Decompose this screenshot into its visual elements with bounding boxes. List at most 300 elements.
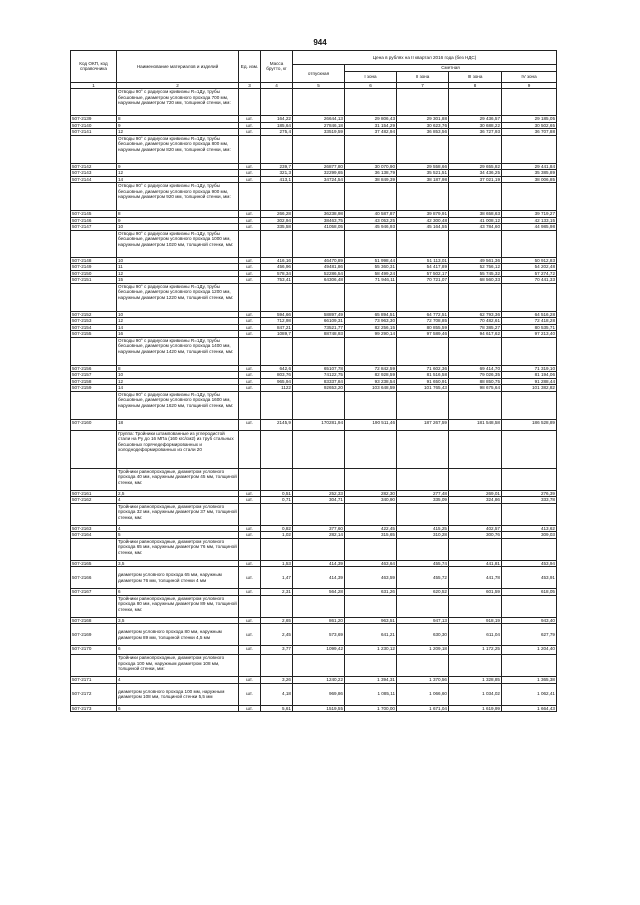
- group-description: Отводы 90° с радиусом кривизны R=1Ду, трубы бесшовные, диаметром условного прохода 1200 мм, наружным диаметром 1220 мм, толщиной стенки, мм:: [117, 283, 239, 311]
- zone4-price-cell: 309,03: [502, 532, 557, 539]
- release-price-cell: 88748,93: [293, 331, 345, 338]
- zone2-price-cell: 29 301,88: [397, 116, 449, 123]
- zone3-price-cell: 55 745,32: [449, 270, 502, 277]
- release-price-cell: 52286,54: [293, 270, 345, 277]
- table-row: [71, 567, 557, 589]
- release-price-cell: 1519,55: [293, 705, 345, 712]
- code-cell: 507-2144: [71, 176, 117, 183]
- empty-cell: [345, 391, 397, 419]
- zone1-price-cell: 1 700,00: [345, 705, 397, 712]
- zone1-price-cell: 29 806,43: [345, 116, 397, 123]
- header-zone1: I зона: [345, 71, 397, 82]
- table-body: [71, 89, 557, 712]
- page-number: 944: [313, 38, 327, 47]
- release-price-cell: 38463,75: [293, 217, 345, 224]
- empty-cell: [397, 538, 449, 560]
- release-price-cell: 377,60: [293, 525, 345, 532]
- zone3-price-cell: 68 560,33: [449, 277, 502, 284]
- name-cell: 14: [117, 324, 239, 331]
- empty-cell: [502, 337, 557, 365]
- empty-cell: [293, 183, 345, 211]
- zone4-price-cell: 97 213,40: [502, 331, 557, 338]
- zone4-price-cell: 333,78: [502, 497, 557, 504]
- code-cell: 507-2150: [71, 270, 117, 277]
- empty-cell: [293, 538, 345, 560]
- empty-cell: [261, 391, 293, 419]
- empty-cell: [239, 503, 261, 525]
- zone3-price-cell: 38 658,63: [449, 211, 502, 218]
- col-number: 3: [239, 82, 261, 89]
- zone3-price-cell: 1 619,99: [449, 705, 502, 712]
- empty-cell: [261, 230, 293, 257]
- zone2-price-cell: 81 516,58: [397, 372, 449, 379]
- zone4-price-cell: 38 006,85: [502, 176, 557, 183]
- zone3-price-cell: 181 548,58: [449, 419, 502, 430]
- name-cell: 10: [117, 224, 239, 231]
- empty-cell: [397, 391, 449, 419]
- code-cell: [71, 430, 117, 468]
- release-price-cell: 27846,18: [293, 122, 345, 129]
- header-zone2: II зона: [397, 71, 449, 82]
- mass-cell: 275,4: [261, 129, 293, 136]
- header-zone4: IV зона: [502, 71, 557, 82]
- group-description: Отводы 90° с радиусом кривизны R=1Ду, трубы бесшовные, диаметром условного прохода 1000 мм, наружным диаметром 1020 мм, толщиной стенки, мм:: [117, 230, 239, 257]
- mass-cell: 456,96: [261, 264, 293, 271]
- release-price-cell: 65107,78: [293, 365, 345, 372]
- empty-cell: [502, 655, 557, 677]
- mass-cell: 712,98: [261, 318, 293, 325]
- group-header-row: [71, 503, 557, 525]
- mass-cell: 578,34: [261, 270, 293, 277]
- code-cell: 507-2163: [71, 525, 117, 532]
- col-number: 1: [71, 82, 117, 89]
- header-name: Наименование материалов и изделий: [117, 51, 239, 83]
- mass-cell: 1089,7: [261, 331, 293, 338]
- empty-cell: [397, 655, 449, 677]
- empty-cell: [397, 89, 449, 116]
- zone1-price-cell: 71 946,11: [345, 277, 397, 284]
- zone4-price-cell: 36 707,88: [502, 129, 557, 136]
- group-header-row: [71, 89, 557, 116]
- unit-cell: шт.: [239, 419, 261, 430]
- zone1-price-cell: 1 394,31: [345, 677, 397, 684]
- mass-cell: 413,1: [261, 176, 293, 183]
- empty-cell: [449, 135, 502, 163]
- empty-cell: [345, 538, 397, 560]
- empty-cell: [502, 595, 557, 617]
- code-cell: [71, 595, 117, 617]
- zone4-price-cell: 57 274,72: [502, 270, 557, 277]
- release-price-cell: 414,39: [293, 560, 345, 567]
- unit-cell: шт.: [239, 277, 261, 284]
- release-price-cell: 1099,42: [293, 646, 345, 655]
- release-price-cell: 1240,22: [293, 677, 345, 684]
- zone3-price-cell: 402,57: [449, 525, 502, 532]
- mass-cell: 965,94: [261, 378, 293, 385]
- code-cell: 507-2164: [71, 532, 117, 539]
- name-cell: 10: [117, 311, 239, 318]
- release-price-cell: 969,86: [293, 683, 345, 705]
- release-price-cell: 64306,48: [293, 277, 345, 284]
- zone2-price-cell: 64 772,51: [397, 311, 449, 318]
- group-header-row: [71, 538, 557, 560]
- zone4-price-cell: 50 912,83: [502, 257, 557, 264]
- code-cell: 507-2167: [71, 589, 117, 596]
- mass-cell: 321,3: [261, 170, 293, 177]
- mass-cell: 2,65: [261, 617, 293, 624]
- unit-cell: шт.: [239, 211, 261, 218]
- empty-cell: [502, 538, 557, 560]
- empty-cell: [502, 430, 557, 468]
- code-cell: 507-2154: [71, 324, 117, 331]
- empty-cell: [293, 135, 345, 163]
- zone3-price-cell: 69 414,70: [449, 365, 502, 372]
- code-cell: 507-2141: [71, 129, 117, 136]
- name-cell: 15: [117, 277, 239, 284]
- release-price-cell: 26877,80: [293, 163, 345, 170]
- zone4-price-cell: 29 441,84: [502, 163, 557, 170]
- empty-cell: [449, 183, 502, 211]
- name-cell: диаметром условного прохода 100 мм, наружным диаметром 108 мм, толщиной стенки 5,5 мм: [117, 683, 239, 705]
- code-cell: 507-2161: [71, 490, 117, 497]
- code-cell: [71, 538, 117, 560]
- zone2-price-cell: 187 267,59: [397, 419, 449, 430]
- zone4-price-cell: 44 985,98: [502, 224, 557, 231]
- code-cell: 507-2165: [71, 560, 117, 567]
- zone1-price-cell: 93 238,54: [345, 378, 397, 385]
- code-cell: 507-2145: [71, 211, 117, 218]
- mass-cell: 1,53: [261, 560, 293, 567]
- empty-cell: [261, 468, 293, 490]
- code-cell: [71, 283, 117, 311]
- release-price-cell: 282,14: [293, 532, 345, 539]
- name-cell: 8: [117, 116, 239, 123]
- unit-cell: шт.: [239, 163, 261, 170]
- name-cell: 5: [117, 532, 239, 539]
- zone3-price-cell: 1 328,85: [449, 677, 502, 684]
- release-price-cell: 34724,54: [293, 176, 345, 183]
- group-description: Отводы 90° с радиусом кривизны R=1Ду, трубы бесшовные, диаметром условного прохода 1400 мм, наружным диаметром 1420 мм, толщиной стенки, мм:: [117, 337, 239, 365]
- unit-cell: шт.: [239, 324, 261, 331]
- release-price-cell: 74122,75: [293, 372, 345, 379]
- mass-cell: 3,26: [261, 677, 293, 684]
- mass-cell: 5,61: [261, 705, 293, 712]
- group-header-row: [71, 595, 557, 617]
- group-description: Отводы 90° с радиусом кривизны R=1Ду, трубы бесшовные, диаметром условного прохода 1600 мм, наружным диаметром 1620 мм, толщиной стенки, мм:: [117, 391, 239, 419]
- zone2-price-cell: 42 300,48: [397, 217, 449, 224]
- unit-cell: шт.: [239, 646, 261, 655]
- mass-cell: 0,82: [261, 525, 293, 532]
- zone3-price-cell: 43 784,60: [449, 224, 502, 231]
- code-cell: 507-2172: [71, 683, 117, 705]
- mass-cell: 642,6: [261, 365, 293, 372]
- zone3-price-cell: 36 727,93: [449, 129, 502, 136]
- zone1-price-cell: 103 648,59: [345, 385, 397, 392]
- code-cell: 507-2159: [71, 385, 117, 392]
- unit-cell: шт.: [239, 311, 261, 318]
- table-row: [71, 683, 557, 705]
- unit-cell: шт.: [239, 567, 261, 589]
- zone2-price-cell: 35 521,51: [397, 170, 449, 177]
- group-header-row: [71, 230, 557, 257]
- empty-cell: [261, 337, 293, 365]
- zone4-price-cell: 453,91: [502, 567, 557, 589]
- zone3-price-cell: 30 688,22: [449, 122, 502, 129]
- code-cell: [71, 655, 117, 677]
- zone3-price-cell: 29 655,82: [449, 163, 502, 170]
- code-cell: 507-2156: [71, 365, 117, 372]
- empty-cell: [239, 391, 261, 419]
- zone2-price-cell: 72 708,85: [397, 318, 449, 325]
- group-header-row: [71, 430, 557, 468]
- name-cell: 10: [117, 372, 239, 379]
- zone2-price-cell: 310,28: [397, 532, 449, 539]
- unit-cell: шт.: [239, 497, 261, 504]
- unit-cell: шт.: [239, 589, 261, 596]
- zone3-price-cell: 62 793,36: [449, 311, 502, 318]
- group-description: Тройники равнопроходные, диаметром условного прохода 32 мм, наружным диаметром 37 мм, толщиной стенки, мм:: [117, 503, 239, 525]
- unit-cell: шт.: [239, 490, 261, 497]
- empty-cell: [502, 183, 557, 211]
- zone3-price-cell: 1 034,02: [449, 683, 502, 705]
- empty-cell: [345, 430, 397, 468]
- zone3-price-cell: 78 385,27: [449, 324, 502, 331]
- empty-cell: [502, 283, 557, 311]
- zone2-price-cell: 71 602,36: [397, 365, 449, 372]
- zone2-price-cell: 80 855,59: [397, 324, 449, 331]
- col-number: 9: [502, 82, 557, 89]
- name-cell: диаметром условного прохода 80 мм, наружным диаметром 89 мм, толщиной стенки 4,5 мм: [117, 624, 239, 646]
- name-cell: 12: [117, 318, 239, 325]
- empty-cell: [293, 283, 345, 311]
- code-cell: 507-2157: [71, 372, 117, 379]
- zone4-price-cell: 1 365,38: [502, 677, 557, 684]
- col-number: 4: [261, 82, 293, 89]
- zone4-price-cell: 39 719,27: [502, 211, 557, 218]
- zone3-price-cell: 324,86: [449, 497, 502, 504]
- mass-cell: 847,21: [261, 324, 293, 331]
- release-price-cell: 41058,05: [293, 224, 345, 231]
- zone1-price-cell: 1 230,12: [345, 646, 397, 655]
- empty-cell: [345, 337, 397, 365]
- empty-cell: [239, 595, 261, 617]
- zone1-price-cell: 422,45: [345, 525, 397, 532]
- release-price-cell: 26644,13: [293, 116, 345, 123]
- zone4-price-cell: 101 382,82: [502, 385, 557, 392]
- release-price-cell: 861,20: [293, 617, 345, 624]
- unit-cell: шт.: [239, 532, 261, 539]
- empty-cell: [449, 391, 502, 419]
- zone2-price-cell: 1 209,18: [397, 646, 449, 655]
- zone1-price-cell: 282,30: [345, 490, 397, 497]
- zone1-price-cell: 641,21: [345, 624, 397, 646]
- empty-cell: [345, 89, 397, 116]
- unit-cell: шт.: [239, 677, 261, 684]
- col-number: 2: [117, 82, 239, 89]
- empty-cell: [239, 230, 261, 257]
- zone2-price-cell: 45 164,55: [397, 224, 449, 231]
- release-price-cell: 414,39: [293, 567, 345, 589]
- zone2-price-cell: 57 502,17: [397, 270, 449, 277]
- zone3-price-cell: 611,04: [449, 624, 502, 646]
- zone1-price-cell: 43 053,25: [345, 217, 397, 224]
- zone3-price-cell: 601,59: [449, 589, 502, 596]
- zone2-price-cell: 415,25: [397, 525, 449, 532]
- empty-cell: [239, 538, 261, 560]
- table-row: [71, 624, 557, 646]
- empty-cell: [293, 468, 345, 490]
- zone1-price-cell: 38 849,39: [345, 176, 397, 183]
- table-row: [71, 705, 557, 712]
- mass-cell: 1122: [261, 385, 293, 392]
- zone3-price-cell: 70 482,61: [449, 318, 502, 325]
- zone3-price-cell: 29 436,57: [449, 116, 502, 123]
- mass-cell: 185,64: [261, 122, 293, 129]
- mass-cell: 594,66: [261, 311, 293, 318]
- release-price-cell: 170281,94: [293, 419, 345, 430]
- zone2-price-cell: 91 650,91: [397, 378, 449, 385]
- empty-cell: [293, 391, 345, 419]
- header-estimate: Сметная: [345, 65, 557, 72]
- header-release: отпускная: [293, 65, 345, 83]
- zone2-price-cell: 455,74: [397, 560, 449, 567]
- empty-cell: [261, 655, 293, 677]
- zone3-price-cell: 94 617,62: [449, 331, 502, 338]
- zone2-price-cell: 39 879,91: [397, 211, 449, 218]
- zone4-price-cell: 81 194,06: [502, 372, 557, 379]
- zone4-price-cell: 1 204,40: [502, 646, 557, 655]
- header-code: Код ОКП, код справочника: [71, 51, 117, 83]
- code-cell: 507-2142: [71, 163, 117, 170]
- group-header-row: [71, 283, 557, 311]
- zone4-price-cell: 54 202,48: [502, 264, 557, 271]
- zone1-price-cell: 73 963,30: [345, 318, 397, 325]
- empty-cell: [397, 283, 449, 311]
- zone1-price-cell: 30 070,90: [345, 163, 397, 170]
- unit-cell: шт.: [239, 129, 261, 136]
- code-cell: 507-2148: [71, 257, 117, 264]
- group-description: Отводы 90° с радиусом кривизны R=1Ду, трубы бесшовные, диаметром условного прохода 700 мм, наружным диаметром 720 мм, толщиной стенки, мм:: [117, 89, 239, 116]
- zone3-price-cell: 441,81: [449, 560, 502, 567]
- zone2-price-cell: 630,30: [397, 624, 449, 646]
- table-row: [71, 419, 557, 430]
- empty-cell: [449, 283, 502, 311]
- name-cell: 12: [117, 170, 239, 177]
- empty-cell: [449, 503, 502, 525]
- release-price-cell: 564,28: [293, 589, 345, 596]
- empty-cell: [449, 230, 502, 257]
- empty-cell: [345, 468, 397, 490]
- zone1-price-cell: 51 998,44: [345, 257, 397, 264]
- release-price-cell: 32299,65: [293, 170, 345, 177]
- empty-cell: [261, 430, 293, 468]
- mass-cell: 3,77: [261, 646, 293, 655]
- code-cell: 507-2162: [71, 497, 117, 504]
- zone4-price-cell: 80 535,71: [502, 324, 557, 331]
- empty-cell: [239, 337, 261, 365]
- mass-cell: 335,58: [261, 224, 293, 231]
- code-cell: 507-2149: [71, 264, 117, 271]
- zone2-price-cell: 30 623,76: [397, 122, 449, 129]
- release-price-cell: 92653,20: [293, 385, 345, 392]
- empty-cell: [449, 595, 502, 617]
- code-cell: [71, 89, 117, 116]
- zone3-price-cell: 37 021,19: [449, 176, 502, 183]
- price-table: [70, 50, 557, 712]
- mass-cell: 1,02: [261, 532, 293, 539]
- empty-cell: [293, 595, 345, 617]
- group-description: Тройники равнопроходные, диаметром условного прохода 40 мм, наружным диаметром 45 мм, толщиной стенки, мм:: [117, 468, 239, 490]
- zone3-price-cell: 41 008,12: [449, 217, 502, 224]
- zone4-price-cell: 276,39: [502, 490, 557, 497]
- group-description: Группа: Тройники штампованные из углеродистой стали на Ру до 16 МПа (160 кгс/см2) из труб стальных бесшовных горячедеформированных и холоднодеформированных из стали 20: [117, 430, 239, 468]
- empty-cell: [239, 468, 261, 490]
- mass-cell: 164,22: [261, 116, 293, 123]
- mass-cell: 239,7: [261, 163, 293, 170]
- name-cell: 16: [117, 331, 239, 338]
- release-price-cell: 573,69: [293, 624, 345, 646]
- zone1-price-cell: 463,64: [345, 560, 397, 567]
- empty-cell: [502, 503, 557, 525]
- mass-cell: 2145,9: [261, 419, 293, 430]
- code-cell: 507-2168: [71, 617, 117, 624]
- zone1-price-cell: 1 085,11: [345, 683, 397, 705]
- header-unit: Ед. изм.: [239, 51, 261, 83]
- empty-cell: [293, 89, 345, 116]
- empty-cell: [293, 503, 345, 525]
- mass-cell: 753,41: [261, 277, 293, 284]
- zone4-price-cell: 71 319,10: [502, 365, 557, 372]
- empty-cell: [293, 230, 345, 257]
- zone2-price-cell: 38 187,98: [397, 176, 449, 183]
- name-cell: 14: [117, 385, 239, 392]
- empty-cell: [239, 135, 261, 163]
- zone4-price-cell: 72 418,28: [502, 318, 557, 325]
- code-cell: [71, 391, 117, 419]
- zone1-price-cell: 40 587,87: [345, 211, 397, 218]
- group-description: Тройники равнопроходные, диаметром условного прохода 65 мм, наружным диаметром 76 мм, толщиной стенки, мм:: [117, 538, 239, 560]
- zone3-price-cell: 269,01: [449, 490, 502, 497]
- code-cell: 507-2155: [71, 331, 117, 338]
- zone2-price-cell: 620,52: [397, 589, 449, 596]
- code-cell: 507-2170: [71, 646, 117, 655]
- group-header-row: [71, 135, 557, 163]
- zone1-price-cell: 99 290,14: [345, 331, 397, 338]
- name-cell: 4: [117, 497, 239, 504]
- zone3-price-cell: 98 675,64: [449, 385, 502, 392]
- code-cell: 507-2140: [71, 122, 117, 129]
- empty-cell: [345, 283, 397, 311]
- code-cell: 507-2173: [71, 705, 117, 712]
- unit-cell: шт.: [239, 331, 261, 338]
- empty-cell: [239, 430, 261, 468]
- zone1-price-cell: 55 360,31: [345, 264, 397, 271]
- name-cell: 9: [117, 163, 239, 170]
- release-price-cell: 49481,86: [293, 264, 345, 271]
- zone4-price-cell: 943,40: [502, 617, 557, 624]
- empty-cell: [397, 337, 449, 365]
- name-cell: 10: [117, 257, 239, 264]
- zone4-price-cell: 64 516,28: [502, 311, 557, 318]
- zone4-price-cell: 70 441,33: [502, 277, 557, 284]
- zone1-price-cell: 36 138,79: [345, 170, 397, 177]
- zone4-price-cell: 618,05: [502, 589, 557, 596]
- zone1-price-cell: 31 154,29: [345, 122, 397, 129]
- empty-cell: [449, 430, 502, 468]
- name-cell: диаметром условного прохода 65 мм, наружным диаметром 76 мм, толщиной стенки 4 мм: [117, 567, 239, 589]
- code-cell: 507-2151: [71, 277, 117, 284]
- unit-cell: шт.: [239, 116, 261, 123]
